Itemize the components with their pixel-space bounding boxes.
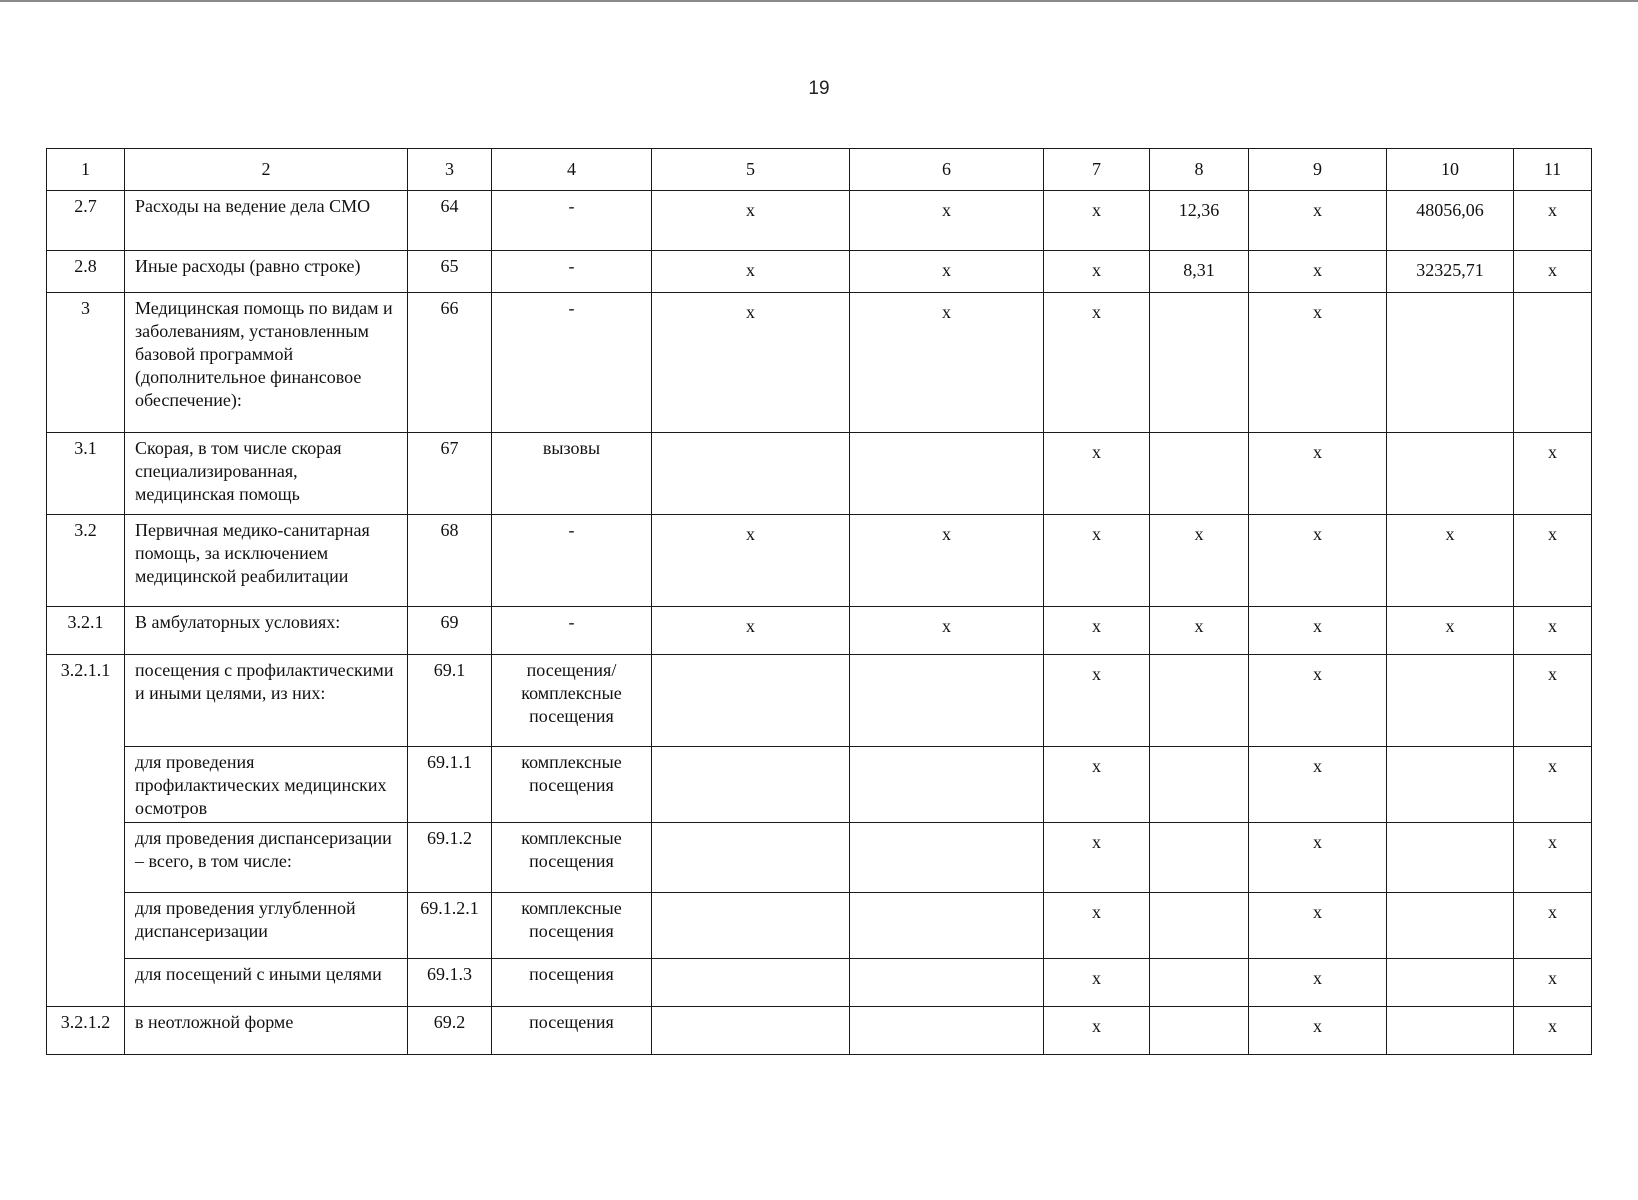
row-code: 68 xyxy=(408,515,492,607)
cell-col5 xyxy=(652,433,850,515)
row-unit: посещения/ комплексные посещения xyxy=(492,655,652,747)
cell-col6 xyxy=(850,1007,1044,1055)
cell-col7: х xyxy=(1044,747,1150,823)
cell-col8 xyxy=(1150,655,1249,747)
row-unit: - xyxy=(492,293,652,433)
row-code: 64 xyxy=(408,191,492,251)
row-unit: - xyxy=(492,515,652,607)
column-header: 3 xyxy=(408,149,492,191)
cell-col11: х xyxy=(1514,655,1592,747)
row-code: 65 xyxy=(408,251,492,293)
cell-col6 xyxy=(850,959,1044,1007)
cell-col9: х xyxy=(1249,1007,1387,1055)
row-name: для проведения углубленной диспансеризации xyxy=(125,893,408,959)
cell-col7: х xyxy=(1044,251,1150,293)
row-code: 69.1.2 xyxy=(408,823,492,893)
cell-col8 xyxy=(1150,747,1249,823)
row-code: 69.2 xyxy=(408,1007,492,1055)
table-header-row xyxy=(47,149,1592,191)
cell-col7: х xyxy=(1044,433,1150,515)
cell-col6 xyxy=(850,655,1044,747)
cell-col6 xyxy=(850,823,1044,893)
cell-col6: х xyxy=(850,251,1044,293)
row-unit: - xyxy=(492,191,652,251)
table-row xyxy=(47,655,1592,747)
row-name: для проведения диспансеризации – всего, в том числе: xyxy=(125,823,408,893)
row-number: 3.2 xyxy=(47,515,125,607)
column-header: 4 xyxy=(492,149,652,191)
cell-col8: х xyxy=(1150,607,1249,655)
row-code: 69.1.3 xyxy=(408,959,492,1007)
cell-col9: х xyxy=(1249,959,1387,1007)
cell-col10 xyxy=(1387,747,1514,823)
cell-col7: х xyxy=(1044,893,1150,959)
column-header: 11 xyxy=(1514,149,1592,191)
cell-col9: х xyxy=(1249,515,1387,607)
table-row xyxy=(47,515,1592,607)
row-name: посещения с профилактическими и иными целями, из них: xyxy=(125,655,408,747)
table-row xyxy=(47,251,1592,293)
cell-col10: 48056,06 xyxy=(1387,191,1514,251)
cell-col9: х xyxy=(1249,747,1387,823)
page-number: 19 xyxy=(808,78,830,99)
cell-col8 xyxy=(1150,433,1249,515)
cell-col8 xyxy=(1150,1007,1249,1055)
cell-col11: х xyxy=(1514,823,1592,893)
cell-col8 xyxy=(1150,293,1249,433)
cell-col9: х xyxy=(1249,655,1387,747)
row-unit: посещения xyxy=(492,959,652,1007)
cell-col9: х xyxy=(1249,433,1387,515)
cell-col8 xyxy=(1150,823,1249,893)
row-name: в неотложной форме xyxy=(125,1007,408,1055)
cell-col5 xyxy=(652,655,850,747)
cell-col8: 12,36 xyxy=(1150,191,1249,251)
cell-col11: х xyxy=(1514,747,1592,823)
table-row xyxy=(47,191,1592,251)
cell-col7: х xyxy=(1044,959,1150,1007)
row-name: Медицинская помощь по видам и заболеваниям, установленным базовой программой (дополнительное финансовое обеспечение): xyxy=(125,293,408,433)
cell-col5: х xyxy=(652,191,850,251)
table-row xyxy=(47,293,1592,433)
cell-col6: х xyxy=(850,607,1044,655)
row-code: 69.1 xyxy=(408,655,492,747)
row-code: 69.1.2.1 xyxy=(408,893,492,959)
cell-col10 xyxy=(1387,959,1514,1007)
cell-col9: х xyxy=(1249,251,1387,293)
cell-col10 xyxy=(1387,433,1514,515)
cell-col11: х xyxy=(1514,607,1592,655)
row-code: 69 xyxy=(408,607,492,655)
cell-col10 xyxy=(1387,893,1514,959)
cell-col6 xyxy=(850,433,1044,515)
table-row xyxy=(47,607,1592,655)
column-header: 7 xyxy=(1044,149,1150,191)
cell-col5: х xyxy=(652,293,850,433)
cell-col5 xyxy=(652,747,850,823)
cell-col7: х xyxy=(1044,1007,1150,1055)
table-row xyxy=(47,959,1592,1007)
column-header: 2 xyxy=(125,149,408,191)
cell-col7: х xyxy=(1044,191,1150,251)
column-header: 8 xyxy=(1150,149,1249,191)
row-number: 2.7 xyxy=(47,191,125,251)
cell-col6 xyxy=(850,893,1044,959)
row-unit: посещения xyxy=(492,1007,652,1055)
column-header: 1 xyxy=(47,149,125,191)
row-name: для посещений с иными целями xyxy=(125,959,408,1007)
row-unit: вызовы xyxy=(492,433,652,515)
cell-col11: х xyxy=(1514,893,1592,959)
cell-col9: х xyxy=(1249,191,1387,251)
cell-col5 xyxy=(652,959,850,1007)
cell-col7: х xyxy=(1044,515,1150,607)
row-number: 3.2.1 xyxy=(47,607,125,655)
row-unit: комплексные посещения xyxy=(492,823,652,893)
row-name: для проведения профилактических медицинских осмотров xyxy=(125,747,408,823)
row-name: Расходы на ведение дела СМО xyxy=(125,191,408,251)
cell-col5 xyxy=(652,823,850,893)
cell-col11: х xyxy=(1514,959,1592,1007)
row-name: Первичная медико-санитарная помощь, за исключением медицинской реабилитации xyxy=(125,515,408,607)
row-number: 3.2.1.2 xyxy=(47,1007,125,1055)
cell-col11: х xyxy=(1514,433,1592,515)
row-number: 3.2.1.1 xyxy=(47,655,125,1007)
cell-col8: х xyxy=(1150,515,1249,607)
cell-col5: х xyxy=(652,607,850,655)
row-number: 2.8 xyxy=(47,251,125,293)
cell-col5 xyxy=(652,893,850,959)
cell-col5 xyxy=(652,1007,850,1055)
cell-col7: х xyxy=(1044,293,1150,433)
column-header: 10 xyxy=(1387,149,1514,191)
row-name: В амбулаторных условиях: xyxy=(125,607,408,655)
cell-col10: х xyxy=(1387,515,1514,607)
cell-col10: х xyxy=(1387,607,1514,655)
cell-col9: х xyxy=(1249,293,1387,433)
column-header: 5 xyxy=(652,149,850,191)
cell-col9: х xyxy=(1249,823,1387,893)
table-row xyxy=(47,893,1592,959)
table-row xyxy=(47,1007,1592,1055)
cell-col9: х xyxy=(1249,893,1387,959)
table-row xyxy=(47,433,1592,515)
column-header: 9 xyxy=(1249,149,1387,191)
cell-col6: х xyxy=(850,191,1044,251)
row-unit: - xyxy=(492,607,652,655)
cell-col8 xyxy=(1150,893,1249,959)
top-border-line xyxy=(0,0,1638,2)
cell-col6: х xyxy=(850,515,1044,607)
data-table xyxy=(46,148,1592,1055)
cell-col8: 8,31 xyxy=(1150,251,1249,293)
row-name: Иные расходы (равно строке) xyxy=(125,251,408,293)
row-unit: комплексные посещения xyxy=(492,747,652,823)
cell-col7: х xyxy=(1044,823,1150,893)
cell-col11: х xyxy=(1514,515,1592,607)
table-row xyxy=(47,747,1592,823)
cell-col10: 32325,71 xyxy=(1387,251,1514,293)
cell-col11: х xyxy=(1514,1007,1592,1055)
cell-col6: х xyxy=(850,293,1044,433)
cell-col7: х xyxy=(1044,607,1150,655)
row-number: 3 xyxy=(47,293,125,433)
column-header: 6 xyxy=(850,149,1044,191)
cell-col10 xyxy=(1387,1007,1514,1055)
cell-col11 xyxy=(1514,293,1592,433)
cell-col8 xyxy=(1150,959,1249,1007)
table-row xyxy=(47,823,1592,893)
row-code: 67 xyxy=(408,433,492,515)
row-number: 3.1 xyxy=(47,433,125,515)
row-code: 69.1.1 xyxy=(408,747,492,823)
cell-col11: х xyxy=(1514,251,1592,293)
cell-col10 xyxy=(1387,655,1514,747)
cell-col10 xyxy=(1387,823,1514,893)
row-name: Скорая, в том числе скорая специализированная, медицинская помощь xyxy=(125,433,408,515)
cell-col6 xyxy=(850,747,1044,823)
cell-col9: х xyxy=(1249,607,1387,655)
cell-col10 xyxy=(1387,293,1514,433)
row-code: 66 xyxy=(408,293,492,433)
cell-col5: х xyxy=(652,251,850,293)
cell-col7: х xyxy=(1044,655,1150,747)
cell-col5: х xyxy=(652,515,850,607)
row-unit: - xyxy=(492,251,652,293)
row-unit: комплексные посещения xyxy=(492,893,652,959)
cell-col11: х xyxy=(1514,191,1592,251)
